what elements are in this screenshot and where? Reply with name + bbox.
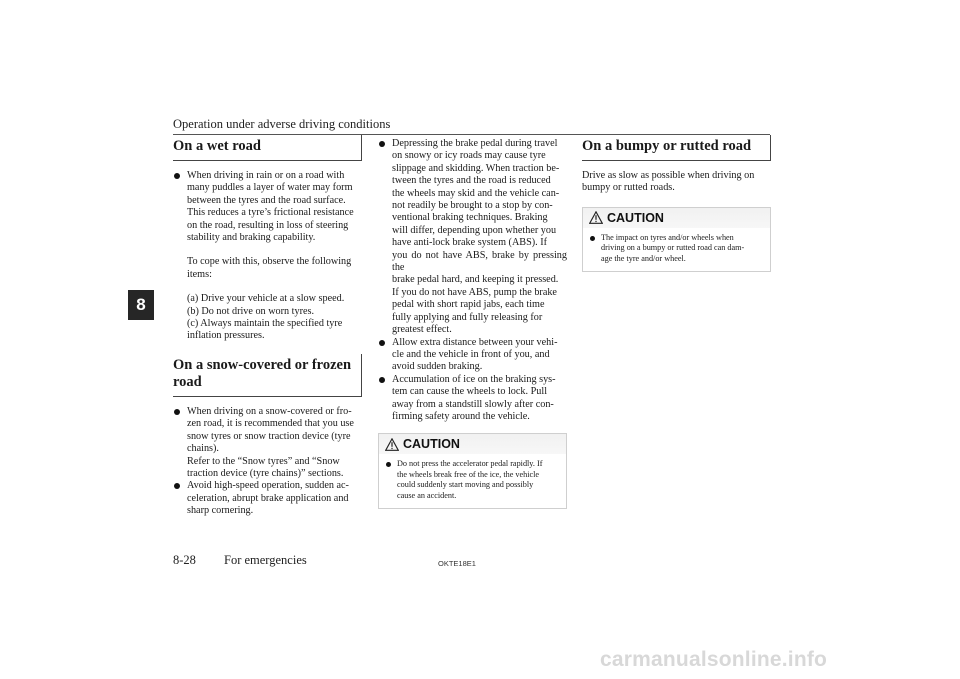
page-number: 8-28 (173, 553, 196, 567)
document-code: OKTE18E1 (438, 559, 476, 568)
caution-title: CAUTION (607, 210, 664, 225)
running-title: Operation under adverse driving conditions (173, 117, 391, 131)
bullet-ice-accumulation: Accumulation of ice on the braking sys- tem can cause the wheels to lock. Pull away from a standstill slowly after con- firming safety around the vehicle. (378, 374, 567, 424)
bullet-brake-pedal: Depressing the brake pedal during travel on snowy or icy roads may cause tyre slippage and skidding. When traction be- tween the tyres and the road is reduced the wheels may skid and the vehicle can- not readily be brought to a stop by con- ventional braking techniques. Braking will differ, depending upon whether you have anti-lock brake system (ABS). If you do not have ABS, brake by pressing the brake pedal hard, and keeping it pressed. If you do not have ABS, pump the brake pedal with short rapid jabs, each time fully applying and fully releasing for greatest effect. (378, 138, 567, 337)
watermark: carmanualsonline.info (600, 648, 828, 671)
bumpy-road-text: Drive as slow as possible when driving on bumpy or rutted roads. (582, 170, 755, 194)
heading-snow-road: On a snow-covered or frozen road (173, 354, 362, 397)
bullet-extra-distance: Allow extra distance between your vehi- cle and the vehicle in front of you, and avoid sudden braking. (378, 337, 567, 374)
item-c: (c) Always maintain the specified tyre (187, 318, 343, 330)
chapter-tab: 8 (128, 290, 154, 320)
column-left (173, 135, 362, 518)
bullet-dot-icon (379, 141, 385, 147)
bullet-snow-tyres: When driving on a snow-covered or fro- zen road, it is recommended that you use snow tyres or snow traction device (tyre chains). Refer to the “Snow tyres” and “Snow traction device (tyre chains)” sections. (173, 406, 362, 480)
item-a: (a) Drive your vehicle at a slow speed. (187, 293, 345, 305)
bullet-text: When driving in rain or on a road with many puddles a layer of water may form between the tyres and the road surface. This reduces a tyre’s frictional resistance on the road, resulting in loss of steering stability and braking capability. To cope with this, observe the following items: (a) Drive your vehicle at a slow speed. (b) Do not drive on worn tyres. (c) Always maintain the specified tyre inflation pressures. (187, 170, 362, 343)
heading-bumpy-road: On a bumpy or rutted road (582, 135, 771, 161)
bullet-dot-icon (386, 462, 391, 467)
bullet-dot-icon (174, 173, 180, 179)
caution-header (379, 434, 566, 454)
bullet-wet-road (173, 170, 362, 343)
column-middle (378, 138, 567, 509)
section-name: For emergencies (224, 553, 307, 567)
caution-box-bumpy (582, 207, 771, 272)
bullet-dot-icon (174, 483, 180, 489)
caution-item: Do not press the accelerator pedal rapidly. If the wheels break free of the ice, the vehicle could suddenly start moving and possibly cause an accident. (385, 459, 560, 501)
warning-triangle-icon (385, 438, 399, 451)
warning-triangle-icon (589, 211, 603, 224)
heading-wet-road: On a wet road (173, 135, 362, 161)
item-b: (b) Do not drive on worn tyres. (187, 305, 315, 317)
caution-title: CAUTION (403, 437, 460, 452)
caution-box-accelerator (378, 433, 567, 509)
bullet-dot-icon (379, 340, 385, 346)
bullet-dot-icon (379, 377, 385, 383)
caution-header (583, 208, 770, 228)
bullet-avoid-high-speed: Avoid high-speed operation, sudden ac- celeration, abrupt brake application and sharp cornering. (173, 480, 362, 517)
column-right (582, 135, 771, 272)
bullet-dot-icon (590, 236, 595, 241)
bullet-dot-icon (174, 409, 180, 415)
caution-item: The impact on tyres and/or wheels when driving on a bumpy or rutted road can dam- age the tyre and/or wheel. (589, 233, 764, 264)
